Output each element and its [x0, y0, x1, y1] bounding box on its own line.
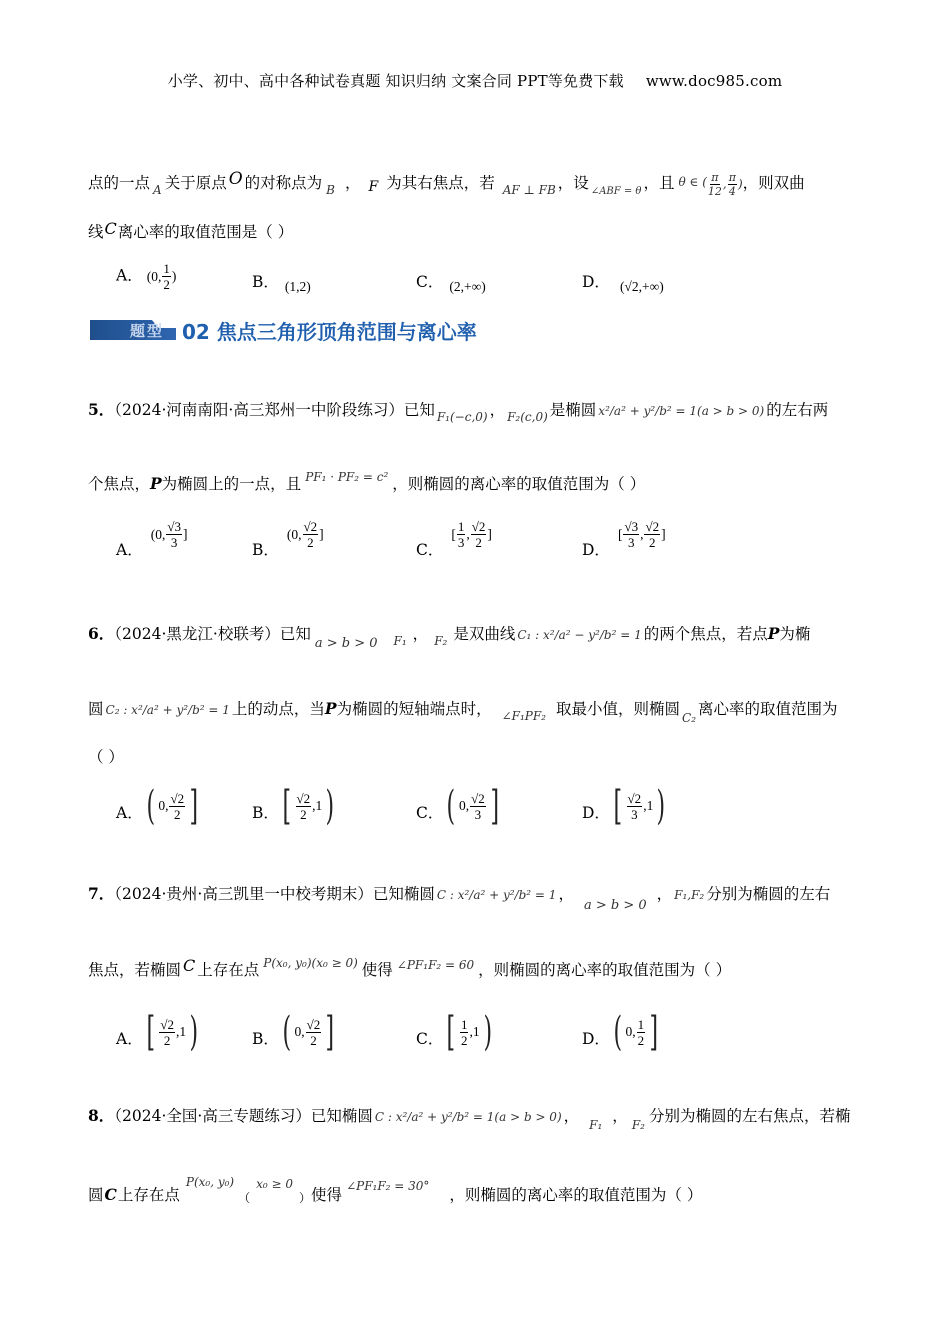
q7-angle: ∠PF₁F₂ = 60	[396, 958, 475, 972]
q5-option-b[interactable]: B．(0, $\frac{√2}{2}$ ]	[252, 519, 324, 559]
q6-line1: 6．（2024·黑龙江·校联考）已知$_{a > b > 0}$ $_{F_1}$ ， $_{F_2}$ 是双曲线 C₁ : x²/a² − y²/b² = 1 的两个焦点，若点P为椭	[88, 624, 811, 651]
q5-option-c[interactable]: C．[ $\frac{1}{3}$ , $\frac{√2}{2}$ ]	[416, 519, 492, 559]
q7-line1: 7．（2024·贵州·高三凯里一中校考期末）已知椭圆 C : x²/a² + y²/b² = 1 ，$_{a > b > 0}$， F₁,F₂ 分别为椭圆的左右	[88, 884, 831, 913]
q6-hyperbola: C₁ : x²/a² − y²/b² = 1	[517, 628, 642, 642]
q7-option-b[interactable]: B．( 0, $\frac{√2}{2}$ ]	[252, 1009, 335, 1055]
header-url[interactable]: www.doc985.com	[645, 72, 783, 90]
q6-option-c[interactable]: C．( 0, $\frac{√2}{3}$ ]	[416, 783, 499, 829]
q5-condition: PF₁ · PF₂ = c²	[305, 470, 389, 484]
q8-line1: 8．（2024·全国·高三专题练习）已知椭圆 C : x²/a² + y²/b² = 1(a > b > 0) ， $_{F_1}$ ， $_{F_2}$ 分别为椭圆的左右焦点，若椭	[88, 1106, 851, 1132]
section-title: 02 焦点三角形顶角范围与离心率	[182, 320, 477, 344]
q8-ellipse: C : x²/a² + y²/b² = 1(a > b > 0)	[374, 1110, 562, 1124]
q4-option-b[interactable]: B． (1,2)	[252, 273, 311, 294]
q5-line2: 个焦点，P为椭圆上的一点，且 $^{PF_1 \cdot PF_2 = c^2}$ ，则椭圆的离心率的取值范围为（ ）	[88, 470, 646, 493]
q7-option-c[interactable]: C．[ $\frac{1}{2}$ ,1)	[416, 1009, 492, 1055]
section-banner	[90, 316, 550, 348]
q6-option-b[interactable]: B．[ $\frac{√2}{2}$ ,1)	[252, 783, 335, 829]
banner-tag-label: 题型	[130, 322, 165, 340]
q7-option-d[interactable]: D．( 0, $\frac{1}{2}$ ]	[582, 1009, 659, 1055]
q7-ellipse: C : x²/a² + y²/b² = 1	[436, 888, 557, 902]
q5-option-d[interactable]: D．[ $\frac{√3}{3}$ , $\frac{√2}{2}$ ]	[582, 519, 666, 559]
q8-number: 8．	[88, 1106, 115, 1125]
q6-line2: 圆 C₂ : x²/a² + y²/b² = 1 上的动点，当P为椭圆的短轴端点时， $_{\angle F_1PF_2}$ 取最小值，则椭圆 $_{C_2}$ 离心率的取值范围为	[88, 699, 838, 725]
q5-number: 5．	[88, 400, 115, 419]
q4-option-d[interactable]: D． (√2,+∞)	[582, 273, 664, 294]
q4-line2: 线C离心率的取值范围是（ ）	[88, 219, 294, 241]
q8-line2: 圆C上存在点$^{P(x_0, y_0)}$（$^{x_0 \ge 0}$）使得 $^{\angle PF_1F_2 = 30^\circ}$ ，则椭圆的离心率的取值范围为（ ）	[88, 1175, 703, 1205]
q7-point: P(x₀, y₀)(x₀ ≥ 0)	[263, 956, 358, 970]
q4-option-a[interactable]: A． (0, $\frac{1}{2}$ )	[116, 261, 177, 292]
q4-option-c[interactable]: C． (2,+∞)	[416, 273, 486, 294]
q8-point: P(x₀, y₀)	[185, 1175, 235, 1189]
q5-line1: 5．（2024·河南南阳·高三郑州一中阶段练习）已知 $_{F_1(-c,0)}$ ， $_{F_2(c,0)}$ 是椭圆 x²/a² + y²/b² = 1(a > b > 0) 的左右两	[88, 400, 829, 424]
q6-option-d[interactable]: D．[ $\frac{√2}{3}$ ,1)	[582, 783, 666, 829]
q8-angle: ∠PF₁F₂ = 30°	[346, 1179, 430, 1193]
q5-option-a[interactable]: A．(0, $\frac{√3}{3}$ ]	[116, 519, 188, 559]
page-header	[0, 70, 950, 91]
q7-number: 7．	[88, 884, 115, 903]
q7-line2: 焦点，若椭圆 C 上存在点 $^{P(x_0, y_0)(x_0 \ge 0)}$ 使得 $^{\angle PF_1F_2 = 60}$ ，则椭圆的离心率的取值范围为（ ）	[88, 956, 732, 979]
q6-ellipse: C₂ : x²/a² + y²/b² = 1	[105, 703, 230, 717]
q4-line1: 点的一点 $_A$ 关于原点 O 的对称点为 $_B$ ， F 为其右焦点，若 $_{AF \perp FB}$ ，设 $_{\angle ABF = \theta}$ ，且 θ ∈ ( $\frac{\pi}{12}$ , $\frac{\pi}{4}$ )，则双曲	[88, 169, 805, 198]
q7-option-a[interactable]: A．[ $\frac{√2}{2}$ ,1)	[116, 1009, 199, 1055]
q6-number: 6．	[88, 624, 115, 643]
q5-ellipse-equation: x²/a² + y²/b² = 1(a > b > 0)	[598, 404, 765, 418]
header-text: 小学、初中、高中各种试卷真题 知识归纳 文案合同 PPT等免费下载	[167, 72, 624, 90]
q6-line3: （ ）	[88, 748, 124, 766]
q6-option-a[interactable]: A．( 0, $\frac{√2}{2}$ ]	[116, 783, 199, 829]
